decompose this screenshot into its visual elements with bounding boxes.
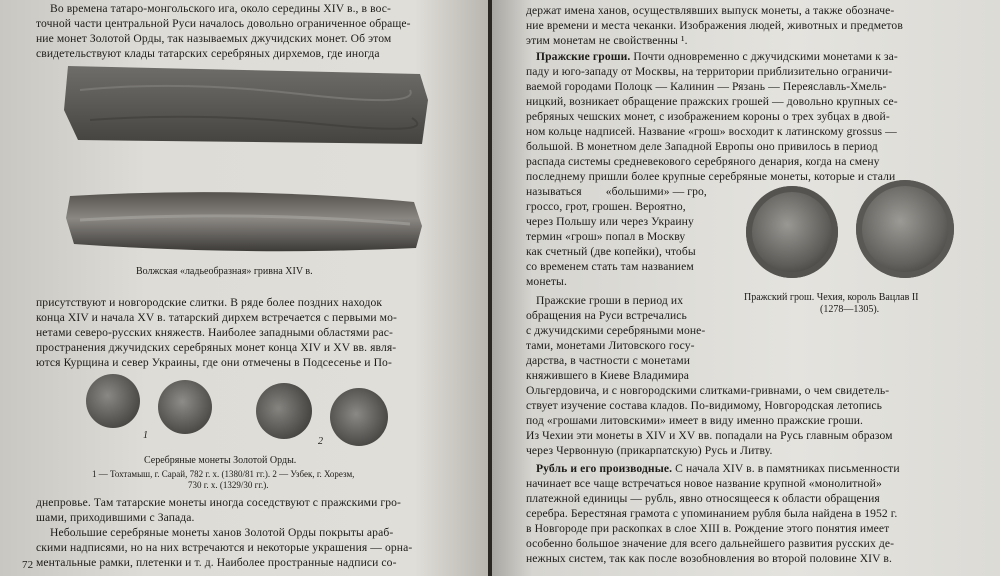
text-line: паду и юго-западу от Москвы, на территории приблизительно ограничи- bbox=[526, 65, 893, 78]
text-line: нетами северо-русских княжеств. Наиболее западными областями рас- bbox=[36, 326, 393, 339]
text-line: монеты. bbox=[526, 275, 567, 288]
text-line: особенно большое значение для всего дальнейшего развития русских де- bbox=[526, 537, 895, 550]
ruble-heading: Рубль и его производные. bbox=[536, 462, 673, 475]
groshi-paragraph-start bbox=[536, 50, 898, 65]
text-line: под «грошами литовскими» имеет в виду именно пражские гроши. bbox=[526, 414, 864, 427]
ingot-caption: Волжская «ладьеобразная» гривна XIV в. bbox=[136, 266, 313, 277]
text-line: ваемой городами Полоцк — Калинин — Рязань — Переяславль-Хмель- bbox=[526, 80, 887, 93]
text-line: начинает все чаще встречаться новое название крупной «монолитной» bbox=[526, 477, 882, 490]
text-line: ются Курщина и север Украины, где они отмечены в Подсесенье и По- bbox=[36, 356, 392, 369]
text-line: конца XIV и начала XV в. татарский дирхем встречается с первыми мо- bbox=[36, 311, 397, 324]
text-line: дарства, в частности с монетами bbox=[526, 354, 691, 367]
text-line: называться «большими» — гро, bbox=[526, 185, 707, 198]
text-line: ментальные рамки, плетенки и т. д. Наиболее пространные надписи со- bbox=[36, 556, 397, 569]
text-line: точной части центральной Руси началось довольно ограниченное обраще- bbox=[36, 17, 411, 30]
text-line: ном кольце надписей. Название «грош» восходит к латинскому grossus — bbox=[526, 125, 897, 138]
ingot-image-bottom bbox=[64, 186, 426, 256]
text-line: платежной единицы — рубль, явно относящееся к области обращения bbox=[526, 492, 880, 505]
ingot-image-top bbox=[60, 60, 432, 152]
text-line: Во времена татаро-монгольского ига, около середины XIV в., в вос- bbox=[50, 2, 392, 15]
text-line: Небольшие серебряные монеты ханов Золотой Орды покрыты араб- bbox=[50, 526, 394, 539]
text-line: тами, монетами Литовского госу- bbox=[526, 339, 695, 352]
coin-image bbox=[158, 380, 212, 434]
prague-groschen-reverse-image bbox=[856, 180, 954, 278]
right-page bbox=[492, 0, 1000, 576]
coins-caption-line: 1 — Тохтамыш, г. Сарай, 782 г. х. (1380/81 гг.). 2 — Узбек, г. Хорезм, bbox=[92, 469, 355, 479]
ruble-paragraph-start bbox=[536, 462, 900, 477]
page-number: 72 bbox=[22, 559, 34, 571]
text-line: обращения на Руси встречались bbox=[526, 309, 687, 322]
text-line: Пражские гроши в период их bbox=[536, 294, 684, 307]
coin-image bbox=[86, 374, 140, 428]
text-line: через Червонную (прикарпатскую) Русь и Литву. bbox=[526, 444, 773, 457]
text-line: свидетельствуют клады татарских серебряных дирхемов, где иногда bbox=[36, 47, 380, 60]
prague-groschen-obverse-image bbox=[746, 186, 838, 278]
coin-label-2: 2 bbox=[318, 436, 323, 447]
text-line: через Польшу или через Украину bbox=[526, 215, 694, 228]
text-line: как счетный (две копейки), чтобы bbox=[526, 245, 696, 258]
text-line: шами, приходившими с Запада. bbox=[36, 511, 195, 524]
text-line: гроссо, грот, грошен. Вероятно, bbox=[526, 200, 686, 213]
text-line: ницкий, возникает обращение пражских грошей — довольно крупных се- bbox=[526, 95, 898, 108]
text-line: С начала XIV в. в памятниках письменности bbox=[675, 462, 900, 475]
coin-image bbox=[256, 383, 312, 439]
text-line: ние времени и места чеканки. Изображения людей, животных и предметов bbox=[526, 19, 903, 32]
text-line: княжившего в Киеве Владимира bbox=[526, 369, 690, 382]
text-line: большой. В монетном деле Западной Европы оно привилось в период bbox=[526, 140, 878, 153]
text-line: с джучидскими серебряными моне- bbox=[526, 324, 706, 337]
text-line: термин «грош» попал в Москву bbox=[526, 230, 686, 243]
text-line: присутствуют и новгородские слитки. В ряде более поздних находок bbox=[36, 296, 383, 309]
prague-groschen-caption: (1278—1305). bbox=[820, 304, 880, 315]
text-line: ребряных чешских монет, с изображением короны о трех зубцах в двой- bbox=[526, 110, 890, 123]
text-line: в Новгороде при раскопках в слое XIII в. Рождение этого понятия имеет bbox=[526, 522, 890, 535]
prague-groschen-caption: Пражский грош. Чехия, король Вацлав II bbox=[744, 292, 919, 303]
text-line: последнему пришли более крупные серебряные монеты, которые и стали bbox=[526, 170, 896, 183]
coin-image bbox=[330, 388, 388, 446]
text-line: нежных систем, так как после возобновления во второй половине XIV в. bbox=[526, 552, 892, 565]
coins-caption-line: 730 г. х. (1329/30 гг.). bbox=[188, 480, 269, 490]
text-line: пространения джучидских серебряных монет конца XIV и XV вв. явля- bbox=[36, 341, 397, 354]
text-line: скими надписями, но на них встречаются и некоторые украшения — орна- bbox=[36, 541, 413, 554]
text-line: Ольгердовича, и с новгородскими слитками-гривнами, о чем свидетель- bbox=[526, 384, 890, 397]
groshi-heading: Пражские гроши. bbox=[536, 50, 631, 63]
text-line: ние монет Золотой Орды, так называемых джучидских монет. Об этом bbox=[36, 32, 392, 45]
coins-caption-title: Серебряные монеты Золотой Орды. bbox=[144, 455, 297, 466]
left-page bbox=[0, 0, 488, 576]
text-line: со временем стать там названием bbox=[526, 260, 694, 273]
text-line: Из Чехии эти монеты в XIV и XV вв. попадали на Русь главным образом bbox=[526, 429, 893, 442]
text-line: держат имена ханов, осуществлявших выпуск монеты, а также обозначе- bbox=[526, 4, 895, 17]
text-line: этим монетам не свойственны ¹. bbox=[526, 34, 688, 47]
text-line: ствует изучение состава кладов. По-видимому, Новгородская летопись bbox=[526, 399, 883, 412]
coin-label-1: 1 bbox=[143, 430, 148, 441]
text-line: Почти одновременно с джучидскими монетами к за- bbox=[633, 50, 898, 63]
text-line: распада системы средневекового серебряного денария, когда на смену bbox=[526, 155, 880, 168]
text-line: днепровье. Там татарские монеты иногда соседствуют с пражскими гро- bbox=[36, 496, 402, 509]
text-line: серебра. Берестяная грамота с упоминанием рубля была найдена в 1952 г. bbox=[526, 507, 898, 520]
